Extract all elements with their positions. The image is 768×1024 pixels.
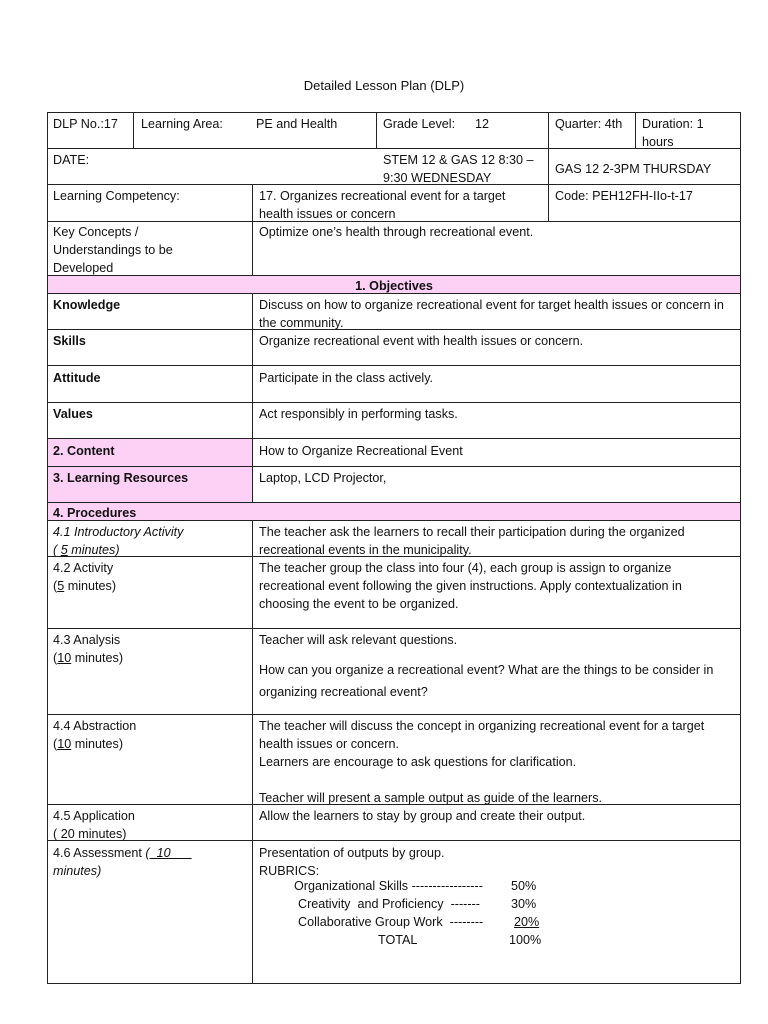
attitude-value: Participate in the class actively. <box>259 371 434 385</box>
rubric-percent: 20% <box>514 915 540 929</box>
assessment-label: 4.6 Assessment ( 10 minutes) <box>53 846 192 878</box>
analysis-label: 4.3 Analysis (10 minutes) <box>53 633 124 665</box>
assessment-title: 4.6 Assessment <box>53 846 142 860</box>
date-label: DATE: <box>53 153 90 167</box>
application-value: Allow the learners to stay by group and create their output. <box>259 809 586 823</box>
key-concepts-value: Optimize one’s health through recreational event. <box>259 225 534 239</box>
assessment-value <box>254 842 734 882</box>
competency-value: 17. Organizes recreational event for a target health issues or concern <box>259 189 506 221</box>
analysis-title: 4.3 Analysis <box>53 633 121 647</box>
rubrics-label: RUBRICS: <box>259 864 320 878</box>
rubric-criterion: Organizational Skills ----------------- <box>294 879 483 893</box>
resources-value: Laptop, LCD Projector, <box>259 471 387 485</box>
skills-value: Organize recreational event with health issues or concern. <box>259 334 584 348</box>
resources-label: 3. Learning Resources <box>53 471 189 485</box>
abstraction-line-1: The teacher will discuss the concept in organizing recreational event for a target health issues or concern. <box>259 719 705 751</box>
abstraction-label: 4.4 Abstraction (10 minutes) <box>53 719 137 751</box>
content-value: How to Organize Recreational Event <box>259 444 463 458</box>
duration: Duration: 1 hours <box>642 117 704 149</box>
abstraction-title: 4.4 Abstraction <box>53 719 137 733</box>
rubric-criterion: Creativity and Proficiency ------- <box>298 897 480 911</box>
abstraction-value <box>254 715 736 809</box>
key-concepts-label: Key Concepts / Understandings to be Developed <box>53 225 173 275</box>
activity-title: 4.2 Activity <box>53 561 114 575</box>
abstraction-line-2: Learners are encourage to ask questions for clarification. <box>259 755 577 769</box>
competency-code: Code: PEH12FH-IIo-t-17 <box>555 189 693 203</box>
document-title: Detailed Lesson Plan (DLP) <box>303 78 465 93</box>
procedures-heading: 4. Procedures <box>53 506 137 520</box>
objectives-heading: 1. Objectives <box>355 279 433 293</box>
rubric-percent: 30% <box>511 897 537 911</box>
rubric-total-value: 100% <box>509 933 542 947</box>
schedule-thursday: GAS 12 2-3PM THURSDAY <box>555 162 712 176</box>
analysis-line-1: Teacher will ask relevant questions. <box>259 633 458 647</box>
knowledge-value: Discuss on how to organize recreational event for target health issues or concern in the community. <box>259 298 724 330</box>
application-title: 4.5 Application <box>53 809 135 823</box>
analysis-line-2: How can you organize a recreational event? What are the things to be consider in organizing recreational event? <box>259 663 714 699</box>
abstraction-minutes: 10 <box>57 737 72 751</box>
analysis-minutes: 10 <box>57 651 72 665</box>
analysis-value <box>254 629 734 705</box>
activity-value: The teacher group the class into four (4), each group is assign to organize recreational event following the given instructions. Apply contextualization in choosing the event to be organized. <box>259 561 682 611</box>
knowledge-label: Knowledge <box>53 298 121 312</box>
assessment-minutes: 10 <box>149 846 192 860</box>
application-label <box>48 805 252 845</box>
abstraction-line-3: Teacher will present a sample output as guide of the learners. <box>259 791 603 805</box>
rubric-criterion: Collaborative Group Work -------- <box>298 915 484 929</box>
activity-label: 4.2 Activity (5 minutes) <box>53 561 117 593</box>
competency-label: Learning Competency: <box>53 189 180 203</box>
attitude-label: Attitude <box>53 371 101 385</box>
values-value: Act responsibly in performing tasks. <box>259 407 458 421</box>
rubric-percent: 50% <box>511 879 537 893</box>
grade-level-label: Grade Level: <box>383 117 456 131</box>
skills-label: Skills <box>53 334 86 348</box>
intro-activity-label: 4.1 Introductory Activity ( 5 minutes) <box>53 525 184 557</box>
assessment-line-1: Presentation of outputs by group. <box>259 846 445 860</box>
quarter: Quarter: 4th <box>555 117 623 131</box>
content-label: 2. Content <box>53 444 115 458</box>
intro-activity-minutes: 5 <box>60 543 68 557</box>
application-minutes: ( 20 minutes) <box>53 827 127 841</box>
intro-activity-value: The teacher ask the learners to recall their participation during the organized recreational events in the municipality. <box>259 525 685 557</box>
learning-area-value: PE and Health <box>256 117 338 131</box>
rubric-total-label: TOTAL <box>378 933 418 947</box>
learning-area-label: Learning Area: <box>141 117 223 131</box>
activity-minutes: 5 <box>57 579 65 593</box>
dlp-number: DLP No.:17 <box>53 117 118 131</box>
intro-activity-title: 4.1 Introductory Activity <box>53 525 184 539</box>
values-label: Values <box>53 407 93 421</box>
schedule-wednesday: STEM 12 & GAS 12 8:30 – 9:30 WEDNESDAY <box>383 153 534 185</box>
grade-level-value: 12 <box>475 117 490 131</box>
